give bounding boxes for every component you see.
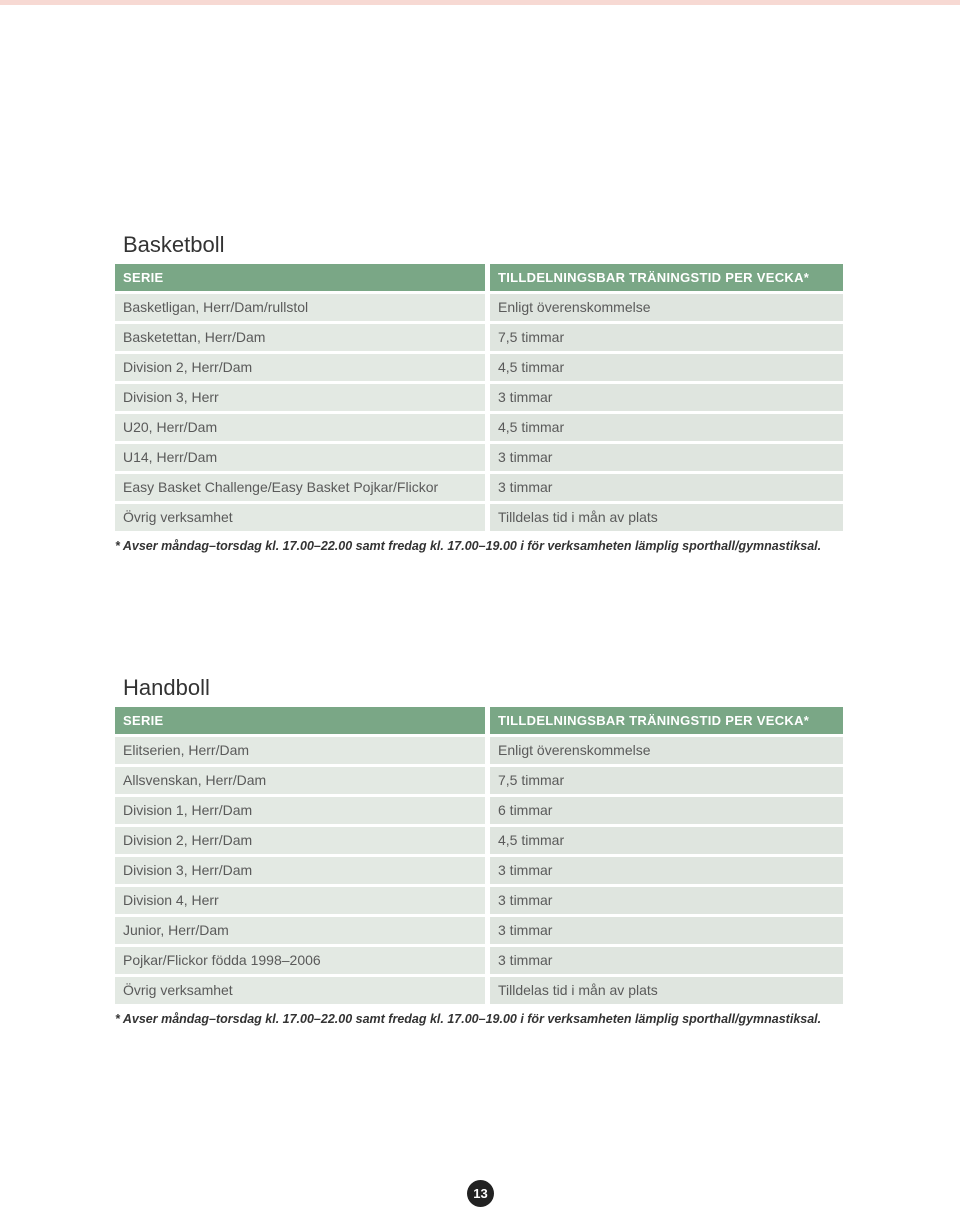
table-row bbox=[115, 414, 843, 444]
serie-cell: Division 3, Herr/Dam bbox=[115, 857, 485, 884]
table-row bbox=[115, 354, 843, 384]
table-row bbox=[115, 977, 843, 1007]
table-row bbox=[115, 504, 843, 534]
column-header-training-time: TILLDELNINGSBAR TRÄNINGSTID PER VECKA* bbox=[490, 707, 843, 734]
table-row bbox=[115, 444, 843, 474]
handball-section bbox=[115, 675, 843, 1035]
table-row bbox=[115, 887, 843, 917]
table-row bbox=[115, 917, 843, 947]
column-header-serie: SERIE bbox=[115, 707, 485, 734]
serie-cell: Allsvenskan, Herr/Dam bbox=[115, 767, 485, 794]
training-time-cell: 4,5 timmar bbox=[490, 827, 843, 854]
training-time-cell: 3 timmar bbox=[490, 947, 843, 974]
top-decorative-strip bbox=[0, 0, 960, 5]
page-number-badge: 13 bbox=[467, 1180, 494, 1207]
training-time-cell: 7,5 timmar bbox=[490, 324, 843, 351]
serie-cell: Övrig verksamhet bbox=[115, 977, 485, 1004]
serie-cell: Övrig verksamhet bbox=[115, 504, 485, 531]
training-time-cell: 4,5 timmar bbox=[490, 414, 843, 441]
column-header-serie: SERIE bbox=[115, 264, 485, 291]
column-header-training-time: TILLDELNINGSBAR TRÄNINGSTID PER VECKA* bbox=[490, 264, 843, 291]
training-time-cell: Tilldelas tid i mån av plats bbox=[490, 977, 843, 1004]
training-time-cell: 3 timmar bbox=[490, 384, 843, 411]
footnote: * Avser måndag–torsdag kl. 17.00–22.00 samt fredag kl. 17.00–19.00 i för verksamheten lämplig sporthall/gymnastiksal. bbox=[115, 539, 822, 553]
serie-cell: Basketettan, Herr/Dam bbox=[115, 324, 485, 351]
serie-cell: Junior, Herr/Dam bbox=[115, 917, 485, 944]
serie-cell: Elitserien, Herr/Dam bbox=[115, 737, 485, 764]
serie-cell: Easy Basket Challenge/Easy Basket Pojkar/Flickor bbox=[115, 474, 485, 501]
table-row bbox=[115, 737, 843, 767]
table-header-row bbox=[115, 707, 843, 737]
training-time-cell: 3 timmar bbox=[490, 857, 843, 884]
training-time-cell: Enligt överenskommelse bbox=[490, 294, 843, 321]
serie-cell: Division 1, Herr/Dam bbox=[115, 797, 485, 824]
table-row bbox=[115, 857, 843, 887]
section-title: Handboll bbox=[123, 675, 210, 700]
table-header-row bbox=[115, 264, 843, 294]
serie-cell: Division 4, Herr bbox=[115, 887, 485, 914]
table-row bbox=[115, 324, 843, 354]
training-time-cell: 6 timmar bbox=[490, 797, 843, 824]
serie-cell: Division 2, Herr/Dam bbox=[115, 354, 485, 381]
serie-cell: Division 3, Herr bbox=[115, 384, 485, 411]
table-row bbox=[115, 827, 843, 857]
training-time-cell: 7,5 timmar bbox=[490, 767, 843, 794]
table-row bbox=[115, 384, 843, 414]
serie-cell: Basketligan, Herr/Dam/rullstol bbox=[115, 294, 485, 321]
handball-table bbox=[115, 707, 843, 1007]
training-time-cell: 3 timmar bbox=[490, 917, 843, 944]
basketball-table bbox=[115, 264, 843, 534]
footnote: * Avser måndag–torsdag kl. 17.00–22.00 samt fredag kl. 17.00–19.00 i för verksamheten lämplig sporthall/gymnastiksal. bbox=[115, 1012, 822, 1026]
basketball-section bbox=[115, 232, 843, 562]
section-title: Basketboll bbox=[123, 232, 225, 257]
training-time-cell: Enligt överenskommelse bbox=[490, 737, 843, 764]
training-time-cell: 3 timmar bbox=[490, 887, 843, 914]
training-time-cell: 3 timmar bbox=[490, 444, 843, 471]
table-row bbox=[115, 474, 843, 504]
training-time-cell: 3 timmar bbox=[490, 474, 843, 501]
table-row bbox=[115, 767, 843, 797]
serie-cell: Pojkar/Flickor födda 1998–2006 bbox=[115, 947, 485, 974]
table-row bbox=[115, 797, 843, 827]
serie-cell: Division 2, Herr/Dam bbox=[115, 827, 485, 854]
serie-cell: U14, Herr/Dam bbox=[115, 444, 485, 471]
training-time-cell: Tilldelas tid i mån av plats bbox=[490, 504, 843, 531]
training-time-cell: 4,5 timmar bbox=[490, 354, 843, 381]
serie-cell: U20, Herr/Dam bbox=[115, 414, 485, 441]
table-row bbox=[115, 947, 843, 977]
table-row bbox=[115, 294, 843, 324]
